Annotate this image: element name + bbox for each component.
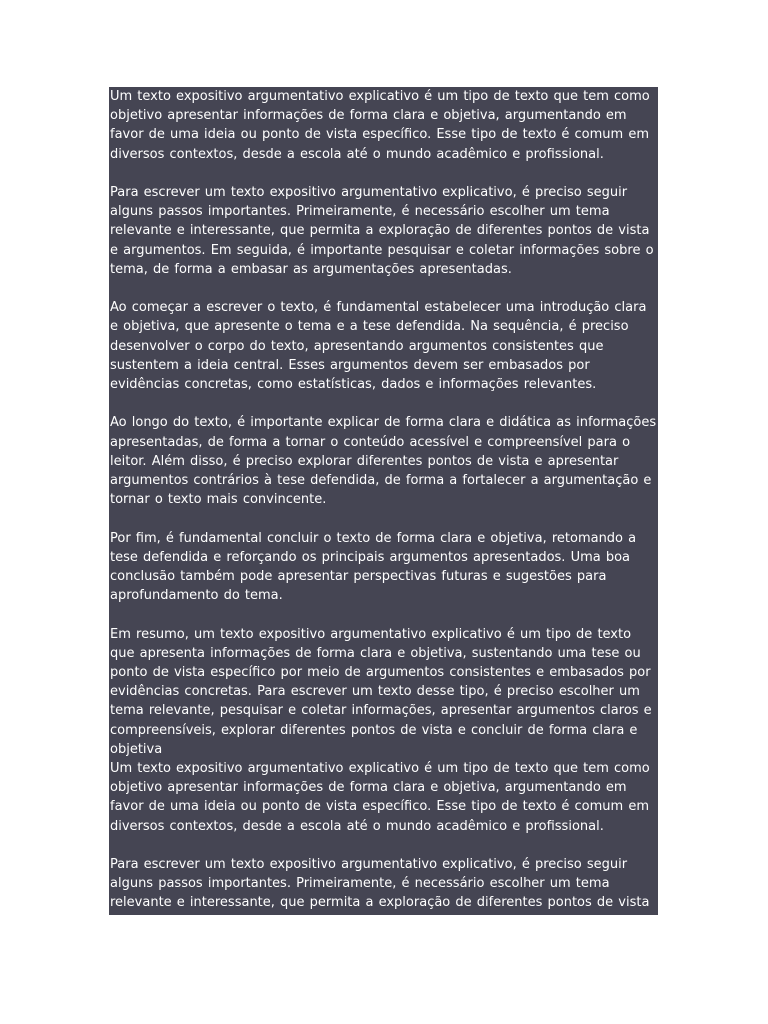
paragraph-gap	[110, 164, 657, 183]
paragraph-gap	[110, 836, 657, 855]
paragraph-gap	[110, 394, 657, 413]
document-page	[109, 87, 658, 915]
paragraph-gap	[110, 605, 657, 624]
paragraph-1: Um texto expositivo argumentativo explicativo é um tipo de texto que tem como objetivo apresentar informações de forma clara e objetiva, argumentando em favor de uma ideia ou ponto de vista específico. Esse tipo de texto é comum em diversos contextos, desde a escola até o mundo acadêmico e profissional.	[110, 89, 650, 162]
paragraph-5: Por fim, é fundamental concluir o texto de forma clara e objetiva, retomando a tese defendida e reforçando os principais argumentos apresentados. Uma boa conclusão também pode apresentar perspectivas futuras e sugestões para aprofundamento do tema.	[110, 530, 637, 604]
paragraph-7: Um texto expositivo argumentativo explicativo é um tipo de texto que tem como objetivo apresentar informações de forma clara e objetiva, argumentando em favor de uma ideia ou ponto de vista específico. Esse tipo de texto é comum em diversos contextos, desde a escola até o mundo acadêmico e profissional.	[110, 761, 650, 834]
paragraph-6: Em resumo, um texto expositivo argumentativo explicativo é um tipo de texto que apresenta informações de forma clara e objetiva, sustentando uma tese ou ponto de vista específico por meio de argumentos consistentes e embasados por evidências concretas. Para escrever um texto desse tipo, é preciso escolher um tema relevante, pesquisar e coletar informações, apresentar argumentos claros e compreensíveis, explorar diferentes pontos de vista e concluir de forma clara e objetiva	[110, 626, 652, 757]
paragraph-3: Ao começar a escrever o texto, é fundamental estabelecer uma introdução clara e objetiva, que apresente o tema e a tese defendida. Na sequência, é preciso desenvolver o corpo do texto, apresentando argumentos consistentes que sustentem a ideia central. Esses argumentos devem ser embasados por evidências concretas, como estatísticas, dados e informações relevantes.	[110, 300, 647, 393]
paragraph-2: Para escrever um texto expositivo argumentativo explicativo, é preciso seguir alguns passos importantes. Primeiramente, é necessário escolher um tema relevante e interessante, que permita a exploração de diferentes pontos de vista e argumentos. Em seguida, é importante pesquisar e coletar informações sobre o tema, de forma a embasar as argumentações apresentadas.	[110, 185, 654, 277]
paragraph-gap	[110, 279, 657, 298]
paragraph-8: Para escrever um texto expositivo argumentativo explicativo, é preciso seguir alguns passos importantes. Primeiramente, é necessário escolher um tema relevante e interessante, que permita a exploração de diferentes pontos de vista	[110, 857, 650, 911]
paragraph-gap	[110, 509, 657, 528]
paragraph-4: Ao longo do texto, é importante explicar de forma clara e didática as informações apresentadas, de forma a tornar o conteúdo acessível e compreensível para o leitor. Além disso, é preciso explorar diferentes pontos de vista e apresentar argumentos contrários à tese defendida, de forma a fortalecer a argumentação e tornar o texto mais convincente.	[110, 415, 657, 508]
document-text	[109, 87, 658, 913]
